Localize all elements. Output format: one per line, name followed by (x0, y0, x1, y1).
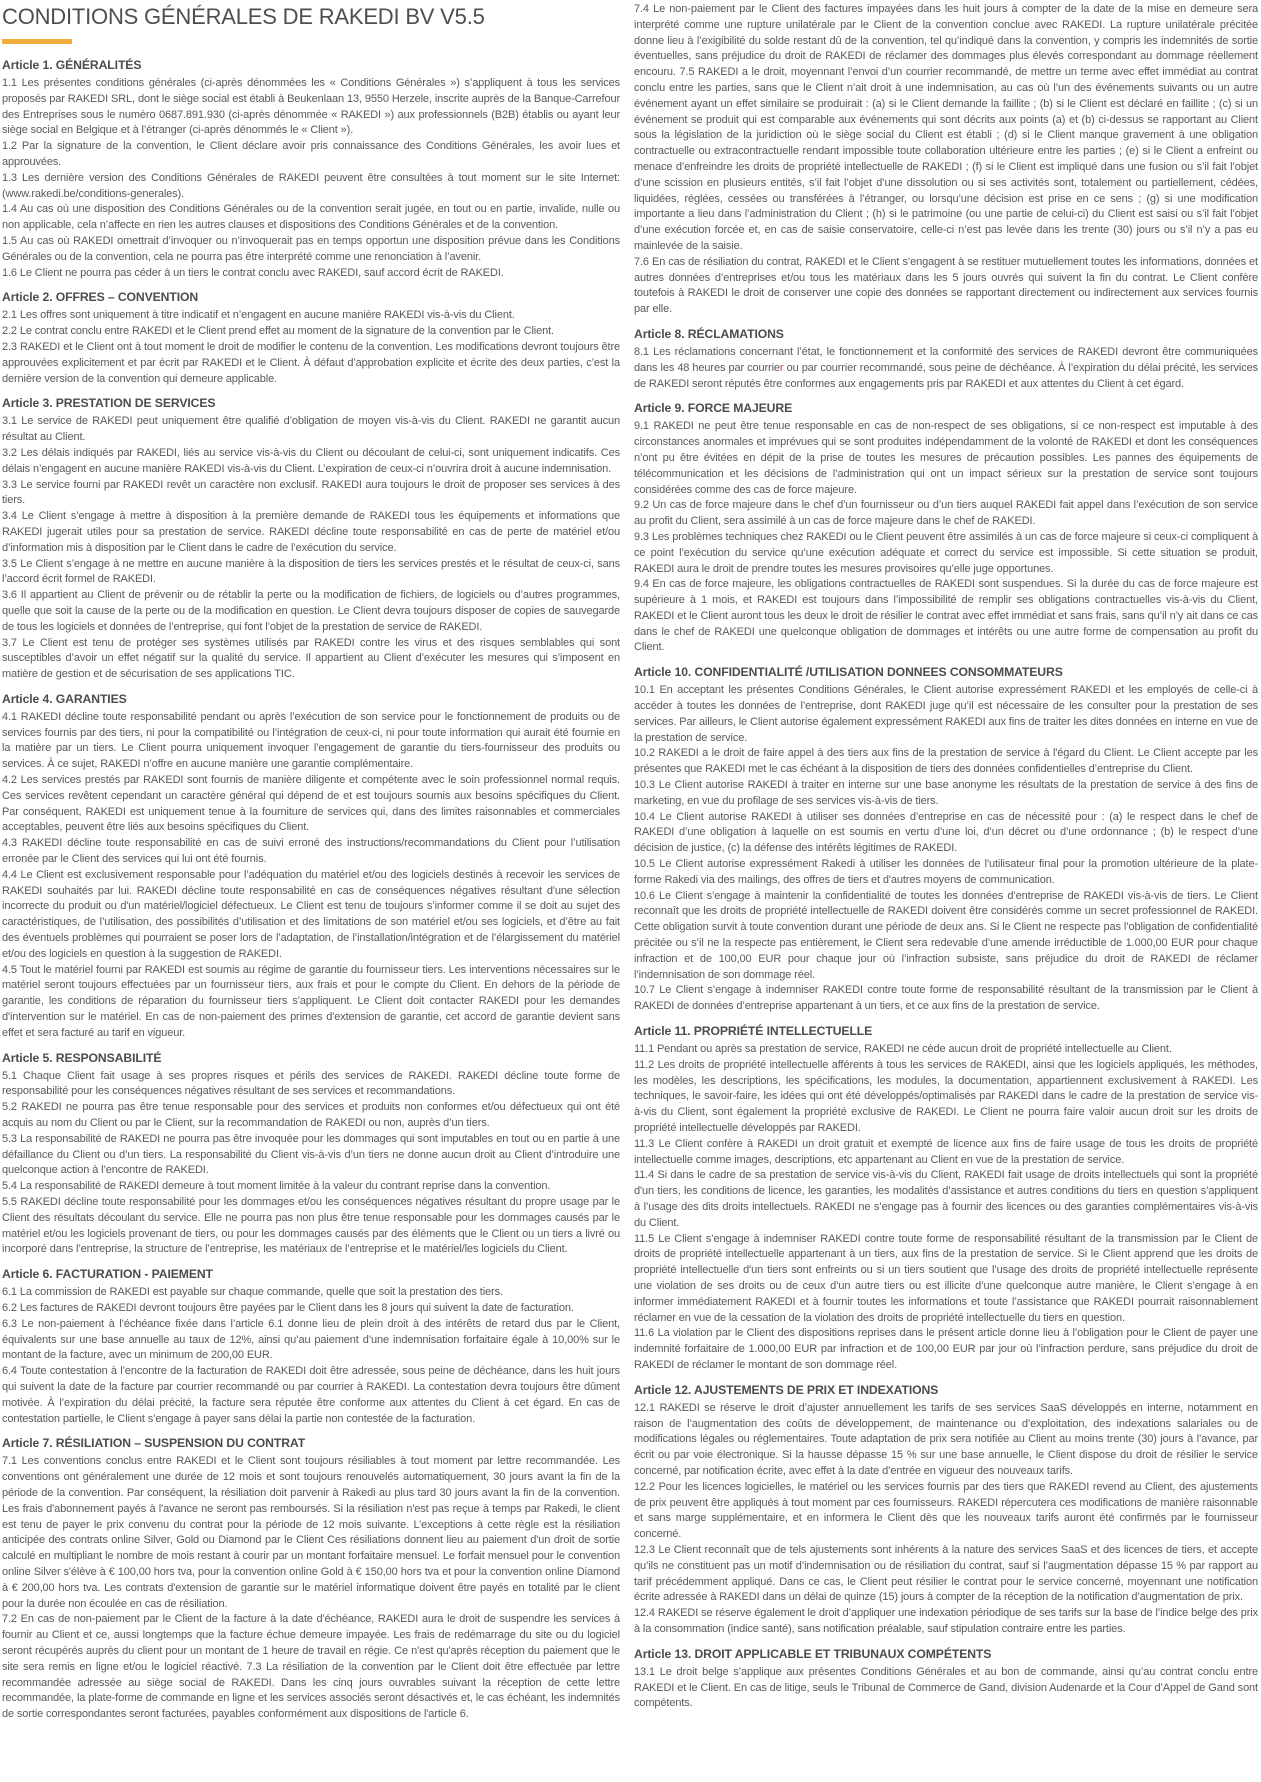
paragraph: 9.3 Les problèmes techniques chez RAKEDI ou le Client peuvent être assimilés à un cas de force majeure si ceux-ci compliquent à ce point l’exécution du service qu’une exécution adéquate et correct du service est impossible. Si cette situation se produit, RAKEDI aura le droit de prendre toutes les mesures provisoires qu’elle juge opportunes. (634, 530, 1258, 575)
paragraph: 3.4 Le Client s’engage à mettre à disposition à la première demande de RAKEDI tous les équipements et informations que RAKEDI jugerait utiles pour sa prestation de service. RAKEDI décline toute responsabilité en cas de perte de matériel et/ou d’information mis à disposition par le Client dans le cadre de l’exécution du service. (2, 510, 620, 554)
right-column (634, 2, 1258, 1712)
paragraph: 7.4 Le non-paiement par le Client des factures impayées dans les huit jours à compter de la date de la mise en demeure sera interprété comme une rupture unilatérale par le Client de la convention conclue avec RAKEDI. La rupture unilatérale précitée donne lieu à l’exigibilité du solde restant dû de la convention, tel qu’indiqué dans la convention, y compris les indemnités de sortie éventuelles, sans préjudice du droit de RAKEDI de réclamer des dommages plus élevés correspondant au dommage réellement encouru. 7.5 RAKEDI a le droit, moyennant l’envoi d’un courrier recommandé, de mettre un terme avec effet immédiat au contrat conclu entre les parties, sans que le Client n’ait droit à une indemnisation, au cas où l’un des événements suivants ou un autre événement ayant un effet similaire se produirait : (a) si le Client demande la faillite ; (b) si le Client est déclaré en faillite ; (c) si un événement se produit qui est comparable aux événements qui sont décrits aux points (a) et (b) ci-dessus se rapportant au Client sous la législation de la juridiction où le siège social du Client est établi ; (d) si le Client manque gravement à une obligation contractuelle ou extracontractuelle rendant impossible toute collaboration ultérieure entre les parties ; (e) si le Client a enfreint ou menace d’enfreindre les droits de propriété intellectuelle de RAKEDI ; (f) si le Client est impliqué dans une fusion ou s’il fait l’objet d’une scission en plusieurs entités, s’il fait l’objet d’une dissolution ou si ses activités sont, totalement ou partiellement, cédées, liquidées, réglées, cessées ou transférées à l’étranger, ou lorsqu’une décision est prise en ce sens ; (g) si une modification importante a lieu dans l’administration du Client ; (h) si le patrimoine (ou une partie de celui-ci) du Client est saisi ou s’il fait l’objet d’une exécution forcée et, en cas de saisie conservatoire, celle-ci n’est pas levée dans les trente (30) jours ou s’il n’y a pas eu mainlevée de la saisie. (634, 3, 1258, 252)
paragraph: 6.4 Toute contestation à l’encontre de la facturation de RAKEDI doit être adressée, sous peine de déchéance, dans les huit jours qui suivent la date de la facture par courrier recommandé ou par courrier à RAKEDI. La contestation devra toujours être dûment motivée. À l’expiration du délai précité, la facture sera réputée être conforme aux attentes du Client à cet égard. En cas de contestation partielle, le Client s’engage à payer sans délai la partie non contestée de la facturation. (2, 1365, 620, 1425)
paragraph: 12.1 RAKEDI se réserve le droit d’ajuster annuellement les tarifs de ses services SaaS développés en interne, notamment en raison de l’augmentation des coûts de développement, de maintenance ou d’exploitation, des indexations salariales ou de modifications légales ou réglementaires. Toute adaptation de prix sera notifiée au Client au moins trente (30) jours à l’avance, par écrit ou par voie électronique. Si la hausse dépasse 15 % sur une base annuelle, le Client dispose du droit de résilier le service concerné, par notification écrite, avec effet à la date d’entrée en vigueur des nouveaux tarifs. (634, 1401, 1258, 1477)
paragraph: 5.3 La responsabilité de RAKEDI ne pourra pas être invoquée pour les dommages qui sont imputables en tout ou en partie à une défaillance du Client ou d’un tiers. La responsabilité du Client vis-à-vis d’un tiers ne donne aucun droit au Client d’introduire une quelconque action à l’encontre de RAKEDI. (2, 1132, 620, 1177)
article-heading: Article 11. PROPRIÉTÉ INTELLECTUELLE (634, 1024, 873, 1039)
paragraph: 3.7 Le Client est tenu de protéger ses systèmes utilisés par RAKEDI contre les virus et des risques semblables qui sont susceptibles d’avoir un effet négatif sur la qualité du service. Il appartient au Client d’exécuter les mesures qui s’imposent en matière de gestion et de sécurisation de ses applications TIC. (2, 636, 620, 681)
paragraph: 11.4 Si dans le cadre de sa prestation de service vis-à-vis du Client, RAKEDI fait usage de droits intellectuels qui sont la propriété d'un tiers, les conditions de licence, les garanties, les modalités d’assistance et autres conditions du tiers en question s’appliquent à l’usage des dits droits intellectuels. RAKEDI ne s’engage pas à fournir des licences ou des garanties complémentaires vis-à-vis du Client. (634, 1169, 1258, 1229)
paragraph: 11.6 La violation par le Client des dispositions reprises dans le présent article donne lieu à l’obligation pour le Client de payer une indemnité forfaitaire de 1.000,00 EUR par infraction et de 100,00 EUR par jour où l’infraction perdure, sans préjudice du droit de RAKEDI de réclamer le montant de son dommage réel. (634, 1327, 1258, 1371)
article-heading: Article 3. PRESTATION DE SERVICES (2, 396, 216, 411)
paragraph: 10.3 Le Client autorise RAKEDI à traiter en interne sur une base anonyme les résultats de la prestation de service à des fins de marketing, en vue du profilage de ses services vis-à-vis de tiers. (634, 779, 1258, 807)
paragraph (634, 345, 1258, 392)
paragraph: 10.4 Le Client autorise RAKEDI à utiliser ses données d’entreprise en cas de nécessité pour : (a) le respect dans le chef de RAKEDI d’une obligation à laquelle on est soumis en vertu d’une loi, d’un décret ou d’une ordonnance ; (b) le respect d’une décision de justice, (c) la défense des intérêts légitimes de RAKEDI. (634, 810, 1258, 855)
text-segment: ou par courrier recommandé, sous peine de déchéance. À l’expiration du délai précité, les services de RAKEDI seront réputés être conformes aux engagements pris par RAKEDI et aux attentes du Client à cet égard. (634, 361, 1258, 390)
paragraph: 3.2 Les délais indiqués par RAKEDI, liés au service vis-à-vis du Client ou découlant de celui-ci, sont uniquement indicatifs. Ces délais n’engagent en aucune manière RAKEDI vis-à-vis du Client. L’expiration de ceux-ci n’ouvrira droit à aucune indemnisation. (2, 446, 620, 475)
paragraph: 3.6 Il appartient au Client de prévenir ou de rétablir la perte ou la modification de fichiers, de logiciels ou d’autres programmes, quelle que soit la cause de la perte ou de la modification en question. Le Client devra toujours disposer de copies de sauvegarde de tous les logiciels et données de l’entreprise, qui font l’objet de la prestation de service de RAKEDI. (2, 589, 620, 633)
page-title: CONDITIONS GÉNÉRALES DE RAKEDI BV V5.5 (2, 4, 485, 29)
paragraph: 9.2 Un cas de force majeure dans le chef d’un fournisseur ou d’un tiers auquel RAKEDI fait appel dans l’exécution de son service au profit du Client, sera assimilé à un cas de force majeure dans le chef de RAKEDI. (634, 499, 1258, 528)
paragraph: 10.6 Le Client s’engage à maintenir la confidentialité de toutes les données d’entreprise de RAKEDI vis-à-vis de tiers. Le Client reconnaît que les droits de propriété intellectuelle de RAKEDI doivent être considérés comme un secret professionnel de RAKEDI. Cette obligation survit à toute convention durant une période de deux ans. Si le Client ne respecte pas l’obligation de confidentialité précitée ou s’il ne la respecte pas entièrement, le Client sera redevable d’une amende irréductible de 1.000,00 EUR pour chaque infraction et de 100,00 EUR pour chaque jour où l’infraction subsiste, sans préjudice du droit de RAKEDI de réclamer l’indemnisation de son dommage réel. (634, 889, 1258, 981)
paragraph: 7.1 Les conventions conclus entre RAKEDI et le Client sont toujours résiliables à tout moment par lettre recommandée. Les conventions ont généralement une durée de 12 mois et sont toujours renouvelés automatiquement, 30 jours avant la fin de la période de la convention. Par conséquent, la résiliation doit parvenir à Rakedi au plus tard 30 jours avant la fin de la convention. Les frais d'abonnement payés à l'avance ne seront pas remboursés. Si la résiliation n'est pas reçue à temps par Rakedi, le client est tenu de payer le prix convenu du contrat pour la période de 12 mois suivante. L’exceptions à cette règle est la résiliation anticipée des contrats online Silver, Gold ou Diamond par le Client Ces résiliations donnent lieu au paiement d'un droit de sortie calculé en multipliant le nombre de mois restant à courir par un montant forfaitaire mensuel. Le forfait mensuel pour le convention online Silver s'élève à € 100,00 hors tva, pour la convention online Gold à € 150,00 hors tva et pour la convention online Diamond à € 200,00 hors tva. Les contrats d'extension de garantie sur le matériel informatique doivent être payés en totalité par le client pour la durée non écoulée en cas de résiliation. (2, 1455, 620, 1610)
paragraph: 3.3 Le service fourni par RAKEDI revêt un caractère non exclusif. RAKEDI aura toujours le droit de proposer ses services à des tiers. (2, 478, 620, 507)
paragraph: 12.2 Pour les licences logicielles, le matériel ou les services fournis par des tiers que RAKEDI revend au Client, des ajustements de prix peuvent être appliqués à tout moment par ces fournisseurs. RAKEDI répercutera ces modifications de manière raisonnable et sans marge supplémentaire, et en informera le Client dès que les nouveaux tarifs auront été confirmés par le fournisseur concerné. (634, 1480, 1258, 1541)
paragraph: 7.6 En cas de résiliation du contrat, RAKEDI et le Client s’engagent à se restituer mutuellement toutes les informations, données et autres données d’entreprises et/ou tous les matériaux dans les 5 jours ouvrés qui suivent la fin du contrat. Le Client confère toutefois à RAKEDI le droit de conserver une copie des données se rapportant directement ou indirectement aux services fournis par elle. (634, 255, 1258, 316)
paragraph: 5.4 La responsabilité de RAKEDI demeure à tout moment limitée à la valeur du contrant reprise dans la convention. (2, 1180, 551, 1193)
paragraph: 7.2 En cas de non-paiement par le Client de la facture à la date d'échéance, RAKEDI aura le droit de suspendre les services à fournir au Client et ce, aussi longtemps que la facture échue demeure impayée. Les frais de redémarrage du site ou du logiciel seront récupérés auprès du client pour un montant de 1 heure de travail en régie. Ce n'est qu'après réception du paiement que le site sera remis en ligne et/ou le logiciel réactivé. 7.3 La résiliation de la convention par le Client doit être effectuée par lettre recommandée adressée au siège social de RAKEDI. Dans les cinq jours ouvrables suivant la réception de cette lettre recommandée, la plate-forme de commande en ligne et les services associés seront désactivés et, le cas échéant, les indemnités de sortie correspondantes seront facturées, payables conformément aux dispositions de l'article 6. (2, 1613, 620, 1721)
article-heading: Article 6. FACTURATION - PAIEMENT (2, 1267, 213, 1282)
paragraph: 11.1 Pendant ou après sa prestation de service, RAKEDI ne cède aucun droit de propriété intellectuelle au Client. (634, 1043, 1172, 1056)
text-segment: 8.1 Les réclamations concernant l’état, le fonctionnement et la conformité des services de RAKEDI devront être communiquées dans les 48 heures par courrie (634, 345, 1258, 374)
paragraph: 2.3 RAKEDI et le Client ont à tout moment le droit de modifier le contenu de la convention. Les modifications devront toujours être approuvées explicitement et par écrit par RAKEDI et le Client. À défaut d’approbation explicite et écrite des deux parties, c’est la dernière version de la convention qui demeure applicable. (2, 340, 620, 385)
paragraph: 6.2 Les factures de RAKEDI devront toujours être payées par le Client dans les 8 jours qui suivent la date de facturation. (2, 1301, 574, 1314)
paragraph: 1.1 Les présentes conditions générales (ci-après dénommées les « Conditions Générales ») s’appliquent à tous les services proposés par RAKEDI SRL, dont le siège social est établi à Beukenlaan 13, 9550 Herzele, inscrite auprès de la Banque-Carrefour des Entreprises sous le numéro 0687.891.930 (ci-après dénommée « RAKEDI ») aux professionnels (B2B) établis ou ayant leur siège social en Belgique et à l’étranger (ci-après dénommés le « Client »). (2, 77, 620, 137)
article-heading: Article 13. DROIT APPLICABLE ET TRIBUNAUX COMPÉTENTS (634, 1646, 992, 1661)
paragraph: 3.1 Le service de RAKEDI peut uniquement être qualifié d’obligation de moyen vis-à-vis du Client. RAKEDI ne garantit aucun résultat au Client. (2, 415, 620, 444)
article-heading: Article 4. GARANTIES (2, 691, 127, 706)
article-heading: Article 12. AJUSTEMENTS DE PRIX ET INDEXATIONS (634, 1382, 939, 1397)
paragraph: 12.4 RAKEDI se réserve également le droit d’appliquer une indexation périodique de ses tarifs sur la base de l’indice belge des prix à la consommation (indice santé), sans notification préalable, sauf stipulation contraire entre les parties. (634, 1607, 1258, 1635)
paragraph: 2.1 Les offres sont uniquement à titre indicatif et n’engagent en aucune manière RAKEDI vis-à-vis du Client. (2, 309, 515, 322)
paragraph: 9.1 RAKEDI ne peut être tenue responsable en cas de non-respect de ses obligations, si ce non-respect est imputable à des circonstances anormales et imprévues qui se sont produites indépendamment de la volonté de RAKEDI et dont les conséquences n’ont pu être évitées en dépit de la prise de toutes les mesures de précaution possibles. Les pannes des équipements de télécommunication et les décisions de l’administration qui ont un impact sérieux sur la prestation de service sont toujours considérées comme des cas de force majeure. (634, 420, 1258, 496)
paragraph: 5.5 RAKEDI décline toute responsabilité pour les dommages et/ou les conséquences négatives résultant du propre usage par le Client des résultats découlant du service. Elle ne pourra pas non plus être tenue responsable pour les dommages causés par le matériel et/ou les logiciels provenant de tiers, ou pour les dommages causés par des éléments que le Client ou un tiers a livré ou incorporé dans l’entreprise, la structure de l’entreprise, les matériaux de l’entreprise et le matériel/les logiciels du Client. (2, 1196, 620, 1256)
paragraph: 10.7 Le Client s’engage à indemniser RAKEDI contre toute forme de responsabilité résultant de la transmission par le Client à RAKEDI de données d’entreprise appartenant à un tiers, et ce aux fins de la prestation de service. (634, 984, 1258, 1013)
paragraph: 6.1 La commission de RAKEDI est payable sur chaque commande, quelle que soit la prestation des tiers. (2, 1286, 503, 1299)
article-heading: Article 1. GÉNÉRALITÉS (2, 58, 142, 72)
paragraph: 2.2 Le contrat conclu entre RAKEDI et le Client prend effet au moment de la signature de la convention par le Client. (2, 325, 554, 338)
article-heading: Article 8. RÉCLAMATIONS (634, 326, 784, 341)
paragraph: 1.3 Les dernière version des Conditions Générales de RAKEDI peuvent être consultées à tout moment sur le site Internet: (www.rakedi.be/conditions-generales). (2, 171, 620, 200)
paragraph: 4.5 Tout le matériel fourni par RAKEDI est soumis au régime de garantie du fournisseur tiers. Les interventions nécessaires sur le matériel seront toujours effectuées par un fournisseur tiers, aux frais et pour le compte du Client. En dehors de la période de garantie, les conditions de réparation du fournisseur tiers s'appliquent. Le Client doit contacter RAKEDI pour les demandes d'intervention sur le matériel. En cas de non-paiement des primes d'extension de garantie, cet accord de garantie devient sans effet et sera facturé au tarif en vigueur. (2, 963, 620, 1039)
paragraph: 5.2 RAKEDI ne pourra pas être tenue responsable pour des services et produits non conformes et/ou défectueux qui ont été acquis au nom du Client ou par le Client, sur la recommandation de RAKEDI ou non, auprès d’un tiers. (2, 1101, 620, 1130)
paragraph: 11.2 Les droits de propriété intellectuelle afférents à tous les services de RAKEDI, ainsi que les logiciels appliqués, les méthodes, les modèles, les descriptions, les spécifications, les modules, la documentation, appartiennent exclusivement à RAKEDI. Les techniques, le savoir-faire, les idées qui ont été développés/optimalisés par RAKEDI dans le cadre de la prestation de service vis-à-vis du Client, sont également la propriété exclusive de RAKEDI. Le Client ne pourra faire valoir aucun droit sur les droits de propriété intellectuelle développés par RAKEDI. (634, 1058, 1258, 1134)
highlighted-letter: r (779, 361, 784, 374)
paragraph: 9.4 En cas de force majeure, les obligations contractuelles de RAKEDI sont suspendues. Si la durée du cas de force majeure est supérieure à 1 mois, et RAKEDI est toujours dans l’impossibilité de remplir ses obligations contractuelles vis-à-vis du Client, RAKEDI et le Client auront tous les deux le droit de résilier le contrat avec effet immédiat et sans frais, sans qu’il n’y ait dans ce cas dans le chef de RAKEDI une quelconque obligation de dommages et intérêts ou une autre forme de compensation au profit du Client. (634, 578, 1258, 654)
paragraph: 10.1 En acceptant les présentes Conditions Générales, le Client autorise expressément RAKEDI et les employés de celle-ci à accéder à toutes les données de l’entreprise, dont RAKEDI juge qu’il est nécessaire de les consulter pour la prestation de ses services. Par ailleurs, le Client autorise également expressément RAKEDI aux fins de traiter les dites données en interne en vue de la prestation de service. (634, 684, 1258, 744)
paragraph: 4.3 RAKEDI décline toute responsabilité en cas de suivi erroné des instructions/recommandations du Client pour l’utilisation erronée par le Client des services qui lui ont été fournis. (2, 837, 620, 866)
paragraph: 11.5 Le Client s’engage à indemniser RAKEDI contre toute forme de responsabilité résultant de la transmission par le Client de droits de propriété intellectuelle appartenant à un tiers, aux fins de la prestation de service. Si le Client apprend que les droits de propriété intellectuelle d'un tiers sont enfreints ou si un tiers soutient que l’usage des droits de propriété intellectuelle représente une violation de ses droits ou de ceux d’un autre tiers ou est illicite d’une quelconque autre manière, le Client s’engage à en informer immédiatement RAKEDI et à fournir toutes les informations et toute l’assistance que RAKEDI pourrait raisonnablement réclamer en vue de la cessation de la violation des droits de propriété intellectuelle du tiers en question. (634, 1232, 1258, 1324)
paragraph: 12.3 Le Client reconnaît que de tels ajustements sont inhérents à la nature des services SaaS et des licences de tiers, et accepte qu’ils ne constituent pas un motif d’indemnisation ou de résiliation du contrat, sauf si l’augmentation dépasse 15 % par rapport au tarif précédemment appliqué. Dans ce cas, le Client peut résilier le contrat pour le service concerné, moyennant une notification écrite adressée à RAKEDI dans un délai de quinze (15) jours à compter de la réception de la notification d’augmentation de prix. (634, 1543, 1258, 1604)
paragraph: 10.5 Le Client autorise expressément Rakedi à utiliser les données de l'utilisateur final pour la promotion ultérieure de la plate-forme Rakedi via des mailings, des offres de tiers et d'autres moyens de communication. (634, 858, 1258, 886)
paragraph: 1.2 Par la signature de la convention, le Client déclare avoir pris connaissance des Conditions Générales, les avoir lues et approuvées. (2, 140, 620, 168)
paragraph: 5.1 Chaque Client fait usage à ses propres risques et périls des services de RAKEDI. RAKEDI décline toute forme de responsabilité pour les conséquences négatives résultant de ses services et recommandations. (2, 1069, 620, 1098)
article-heading: Article 9. FORCE MAJEURE (634, 401, 793, 416)
right-column-blocks (634, 2, 1258, 1712)
paragraph: 11.3 Le Client confère à RAKEDI un droit gratuit et exempté de licence aux fins de faire usage de tous les droits de propriété intellectuelle comme images, descriptions, etc appartenant au Client en vue de la prestation de service. (634, 1137, 1258, 1166)
document-header (2, 4, 620, 44)
article-heading: Article 2. OFFRES – CONVENTION (2, 290, 199, 305)
paragraph: 1.6 Le Client ne pourra pas céder à un tiers le contrat conclu avec RAKEDI, sauf accord écrit de RAKEDI. (2, 266, 504, 279)
paragraph: 13.1 Le droit belge s’applique aux présentes Conditions Générales et au bon de commande, ainsi qu’au contrat conclu entre RAKEDI et le Client. En cas de litige, seuls le Tribunal de Commerce de Gand, division Audenarde et la Cour d’Appel de Gand sont compétents. (634, 1665, 1258, 1710)
title-accent-bar (2, 39, 72, 44)
paragraph: 1.4 Au cas où une disposition des Conditions Générales ou de la convention serait jugée, en tout ou en partie, invalide, nulle ou non applicable, cela n’affecte en rien les autres clauses et dispositions des Conditions Générales et de la convention. (2, 203, 620, 232)
article-heading: Article 7. RÉSILIATION – SUSPENSION DU CONTRAT (2, 1436, 306, 1451)
article-heading: Article 5. RESPONSABILITÉ (2, 1050, 162, 1065)
paragraph: 4.4 Le Client est exclusivement responsable pour l’adéquation du matériel et/ou des logiciels destinés à recevoir les services de RAKEDI souhaités par lui. RAKEDI décline toute responsabilité en cas de conséquences négatives résultant d'une sélection incorrecte du produit ou d'un matériel/logiciel défectueux. Le Client est tenu de toujours s’informer comme il se doit au sujet des caractéristiques, de l’utilisation, des possibilités d’utilisation et des limitations de son matériel et/ou ses logiciels, et d’être au fait des éventuels problèmes qui pourraient se poser lors de l’adaptation, de l’installation/intégration et de l’élargissement du matériel et/ou des logiciels en question à la suggestion de RAKEDI. (2, 868, 620, 960)
paragraph: 4.1 RAKEDI décline toute responsabilité pendant ou après l’exécution de son service pour le fonctionnement de produits ou de services fournis par des tiers, ni pour la compatibilité ou l’intégration de ceux-ci, ni pour toute information qui aurait été fournie en la matière par un tiers. Le Client pourra uniquement invoquer l’engagement de garantie du tiers-fournisseur des produits ou services. À ce sujet, RAKEDI n’offre en aucune manière une garantie complémentaire. (2, 710, 620, 771)
paragraph: 1.5 Au cas où RAKEDI omettrait d’invoquer ou n’invoquerait pas en temps opportun une disposition prévue dans les Conditions Générales ou de la convention, cela ne pourra pas être interprété comme une renonciation à l’avenir. (2, 234, 620, 263)
paragraph: 3.5 Le Client s’engage à ne mettre en aucune manière à la disposition de tiers les services prestés et le résultat de ceux-ci, sans l’accord écrit formel de RAKEDI. (2, 557, 620, 586)
left-column (2, 4, 620, 1723)
article-heading: Article 10. CONFIDENTIALITÉ /UTILISATION DONNEES CONSOMMATEURS (634, 665, 1063, 680)
paragraph: 4.2 Les services prestés par RAKEDI sont fournis de manière diligente et compétente avec le soin professionnel normal requis. Ces services revêtent cependant un caractère général qui dépend de et est toujours soumis aux besoins spécifiques du Client. Par conséquent, RAKEDI est uniquement tenue à la fourniture de services qui, dans des limites raisonnables et commerciales acceptables, peuvent être liés aux besoins spécifiques du Client. (2, 774, 620, 834)
left-column-blocks (2, 58, 620, 1723)
paragraph: 6.3 Le non-paiement à l’échéance fixée dans l’article 6.1 donne lieu de plein droit à des intérêts de retard dus par le Client, équivalents sur une base annuelle au taux de 12%, ainsi qu’au paiement d’une indemnisation forfaitaire égale à 10,00% sur le montant de la facture, avec un minimum de 200,00 EUR. (2, 1317, 620, 1362)
paragraph: 10.2 RAKEDI a le droit de faire appel à des tiers aux fins de la prestation de service à l'égard du Client. Le Client accepte par les présentes que RAKEDI met le cas échéant à la disposition de tiers des données confidentielles d’entreprise du Client. (634, 747, 1258, 776)
